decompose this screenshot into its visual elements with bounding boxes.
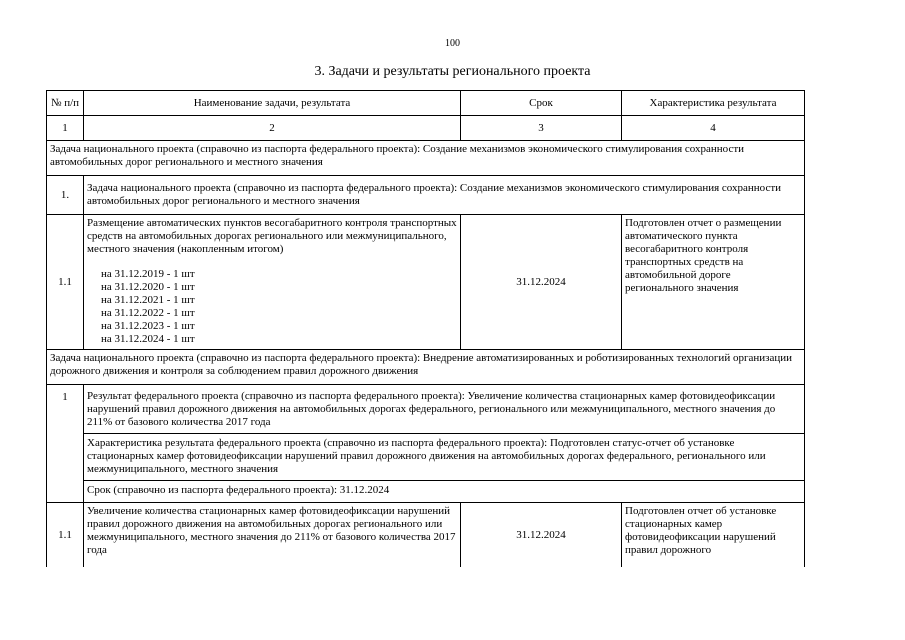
section1-result-deadline: 31.12.2024 xyxy=(461,215,622,350)
section1-heading: Задача национального проекта (справочно из паспорта федерального проекта): Создание механизмов экономического стимулирования сохранности автомобильных дорог регионального и местного значения xyxy=(47,141,805,176)
tasks-table xyxy=(46,90,805,567)
column-number: 1 xyxy=(47,116,84,141)
section2-result-deadline: 31.12.2024 xyxy=(461,503,622,568)
result-item: на 31.12.2024 - 1 шт xyxy=(101,333,195,345)
header-characteristic: Характеристика результата xyxy=(622,91,805,116)
result-item: на 31.12.2019 - 1 шт xyxy=(101,268,195,280)
result-item: на 31.12.2021 - 1 шт xyxy=(101,294,195,306)
task-row xyxy=(47,176,805,215)
section2-task-characteristic: Характеристика результата федерального проекта (справочно из паспорта федерального проекта): Подготовлен статус-отчет об установке стационарных камер фотовидеофиксации нарушений правил дорожного движения на автомобильных дорогах федерального, регионального или межмуниципального, местного значения xyxy=(84,433,804,476)
column-number: 3 xyxy=(461,116,622,141)
result-row xyxy=(47,503,805,568)
header-name: Наименование задачи, результата xyxy=(84,91,461,116)
section1-result-number: 1.1 xyxy=(47,215,84,350)
header-deadline: Срок xyxy=(461,91,622,116)
section1-result-items xyxy=(87,268,457,346)
section1-result-text: Размещение автоматических пунктов весогабаритного контроля транспортных средств на автомобильных дорогах регионального или межмуниципального, местного значения (накопленным итогом) xyxy=(87,217,457,255)
header-number: № п/п xyxy=(47,91,84,116)
section2-result-number: 1.1 xyxy=(47,503,84,568)
section-heading-row xyxy=(47,141,805,176)
result-item: на 31.12.2020 - 1 шт xyxy=(101,281,195,293)
page-number: 100 xyxy=(445,38,460,49)
table-header-row xyxy=(47,91,805,116)
section1-task-text: Задача национального проекта (справочно из паспорта федерального проекта): Создание механизмов экономического стимулирования сохранности автомобильных дорог регионального и местного значения xyxy=(84,176,805,215)
section2-task-deadline: Срок (справочно из паспорта федерального проекта): 31.12.2024 xyxy=(84,480,804,500)
section1-result-cell xyxy=(84,215,461,350)
column-number: 2 xyxy=(84,116,461,141)
section2-task-text: Результат федерального проекта (справочно из паспорта федерального проекта): Увеличение количества стационарных камер фотовидеофиксации нарушений правил дорожного движения на автомобильных дорогах федерального, регионального или межмуниципального, местного значения до 211% от базового количества 2017 года xyxy=(87,390,776,428)
column-number-row xyxy=(47,116,805,141)
section-heading-row xyxy=(47,350,805,385)
page-title: 3. Задачи и результаты регионального проекта xyxy=(314,64,591,79)
column-number: 4 xyxy=(622,116,805,141)
result-row xyxy=(47,215,805,350)
result-item: на 31.12.2023 - 1 шт xyxy=(101,320,195,332)
task-row xyxy=(47,385,805,503)
result-item: на 31.12.2022 - 1 шт xyxy=(101,307,195,319)
section2-heading: Задача национального проекта (справочно из паспорта федерального проекта): Внедрение автоматизированных и роботизированных технологий организации дорожного движения и контроля за соблюдением правил дорожного движения xyxy=(47,350,805,385)
section1-task-number: 1. xyxy=(47,176,84,215)
section2-result-text: Увеличение количества стационарных камер фотовидеофиксации нарушений правил дорожного движения на автомобильных дорогах регионального или межмуниципального, местного значения до 211% от базового количества 2017 года xyxy=(84,503,461,568)
section2-result-characteristic: Подготовлен отчет об установке стационарных камер фотовидеофиксации нарушений правил дорожного xyxy=(622,503,805,568)
section2-task-cell xyxy=(84,385,805,503)
section2-task-number: 1 xyxy=(47,385,84,503)
section1-result-characteristic: Подготовлен отчет о размещении автоматического пункта весогабаритного контроля транспортных средств на автомобильной дороге регионального значения xyxy=(622,215,805,350)
